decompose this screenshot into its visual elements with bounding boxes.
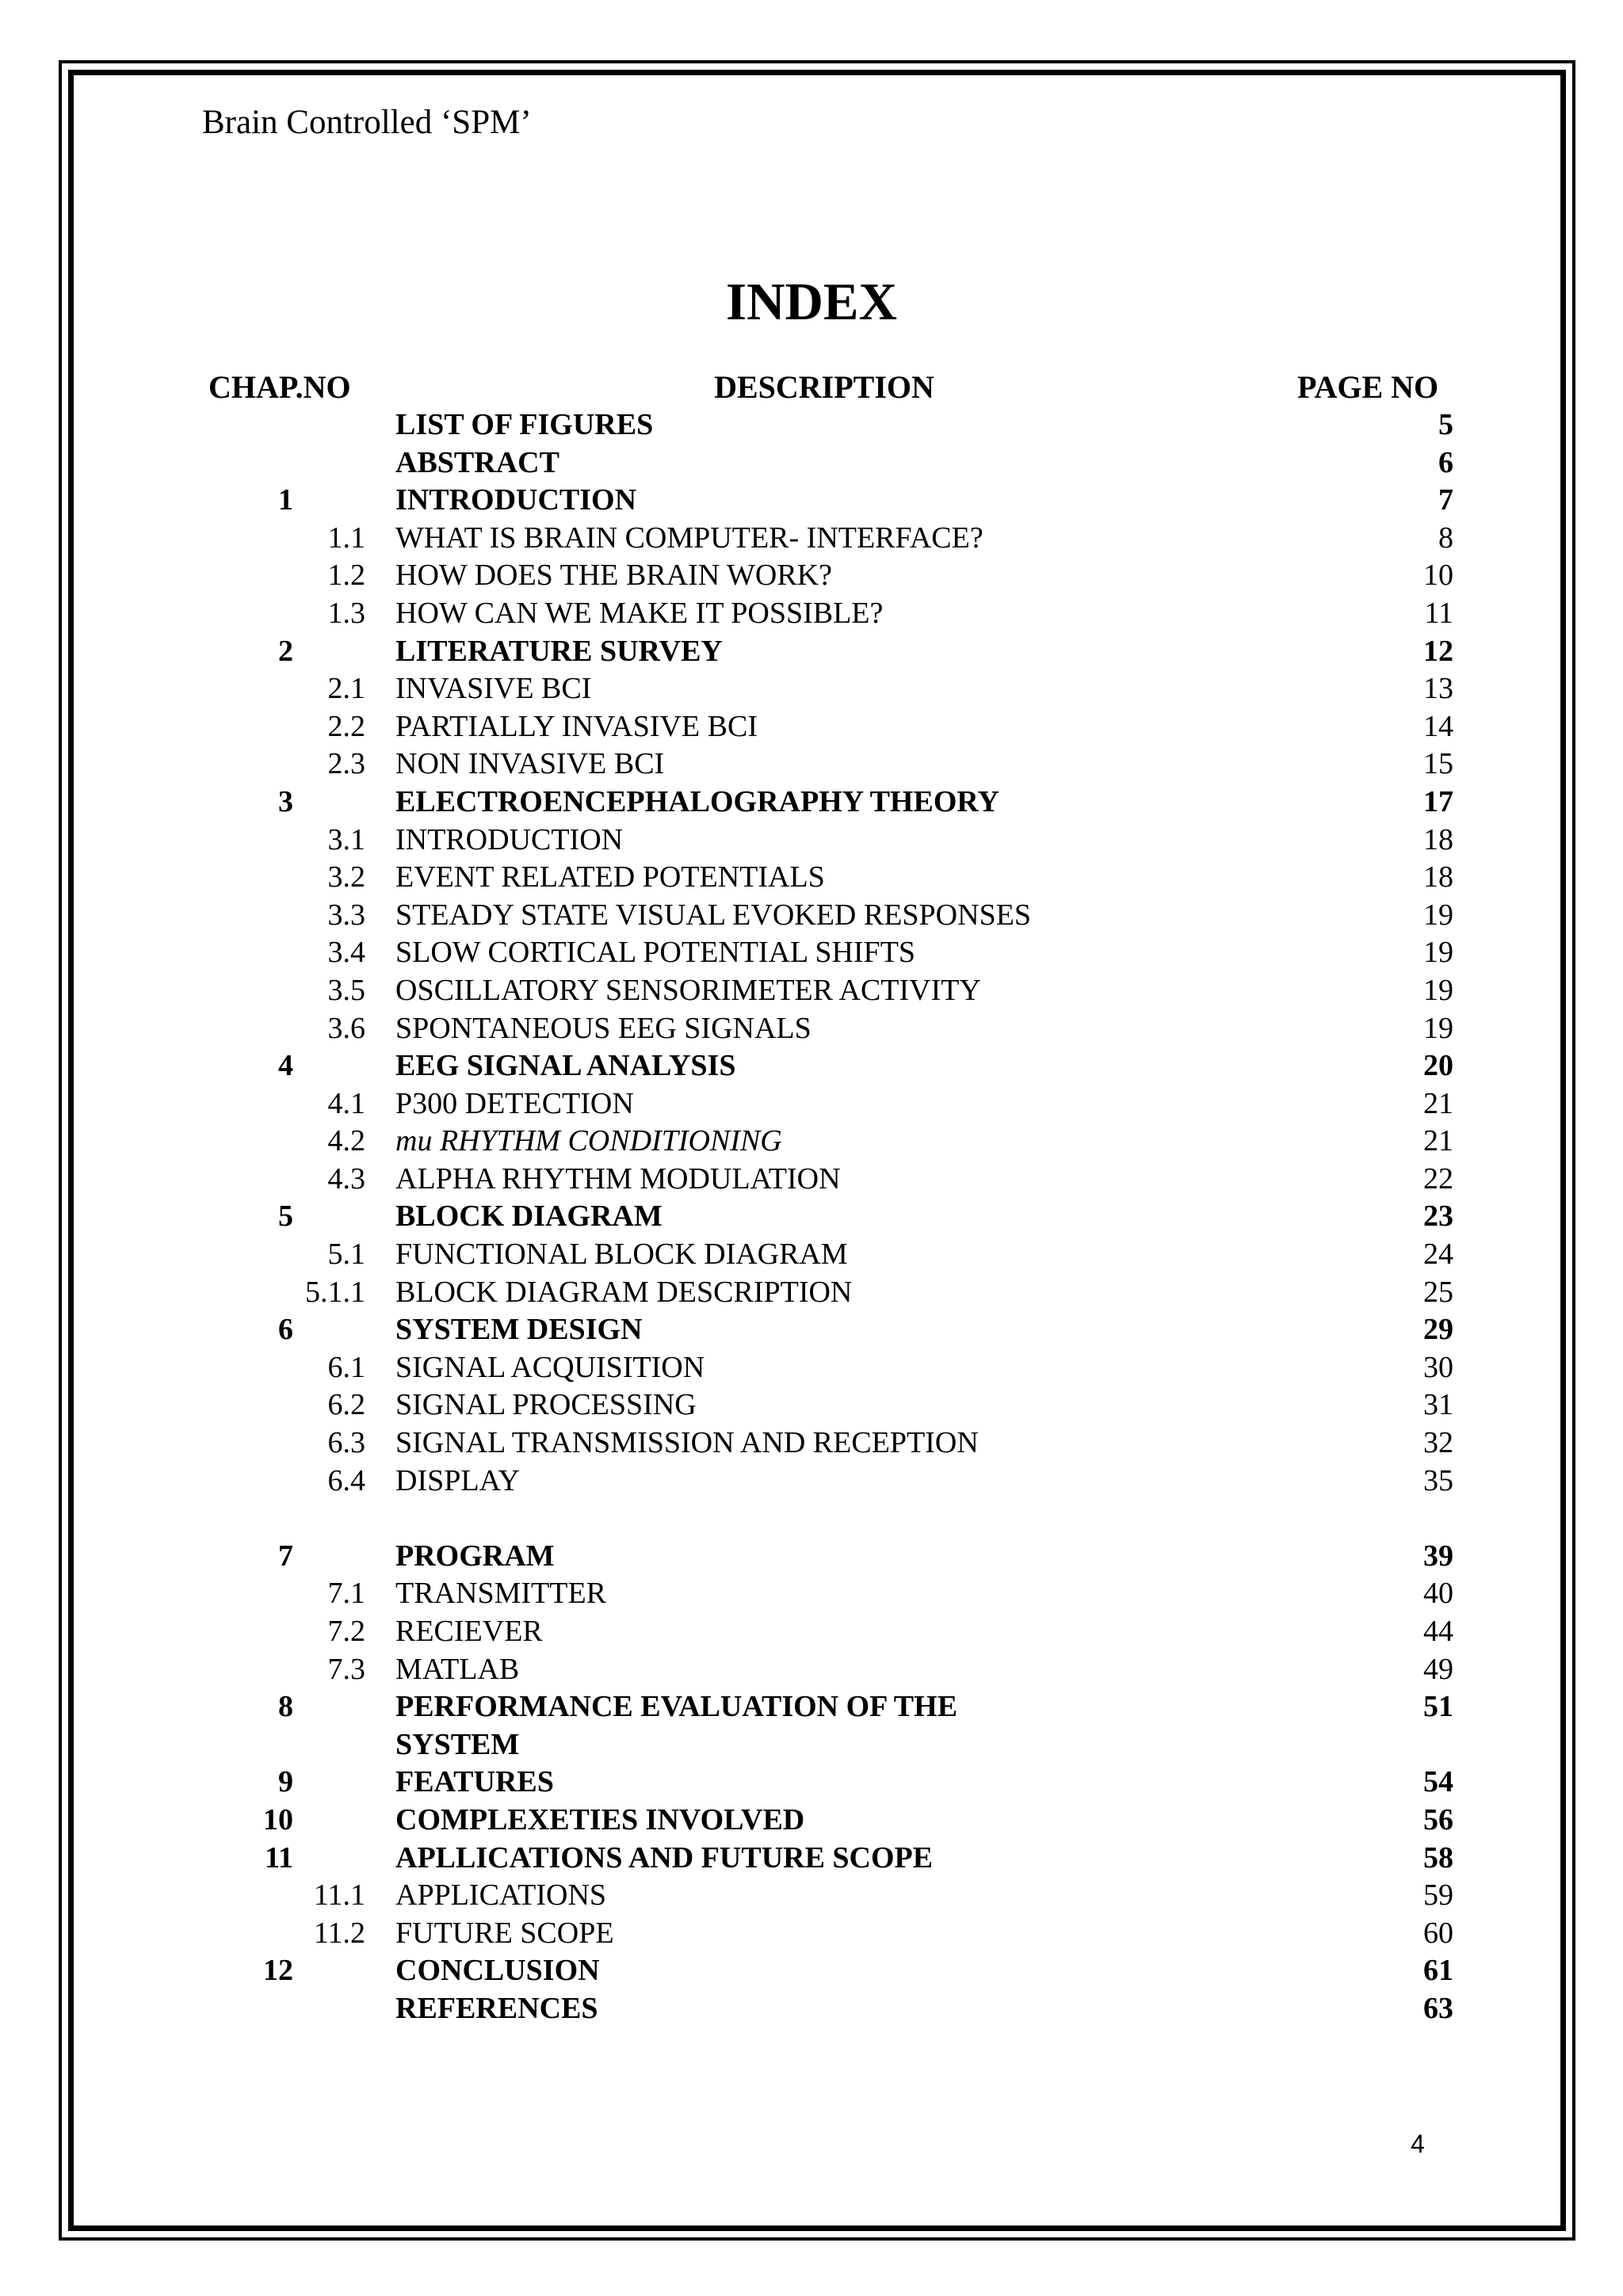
toc-section-row: [0, 1349, 1623, 1387]
toc-page-number: 5: [1438, 408, 1453, 441]
toc-page-number: 58: [1423, 1840, 1453, 1875]
toc-chapter-number: 5: [278, 1199, 293, 1234]
toc-section-row: [0, 897, 1623, 935]
toc-chapter-number: 1.3: [327, 596, 365, 630]
toc-page-number: 30: [1423, 1350, 1453, 1384]
toc-description: FEATURES: [395, 1765, 554, 1799]
toc-chapter-number: 5.1.1: [305, 1275, 365, 1309]
toc-page-number: 19: [1423, 936, 1453, 970]
toc-chapter-row: [0, 1688, 1623, 1764]
toc-section-row: [0, 1463, 1623, 1501]
toc-chapter-number: 4.1: [327, 1086, 365, 1120]
toc-description: FUNCTIONAL BLOCK DIAGRAM: [395, 1238, 848, 1272]
toc-page-number: 18: [1423, 822, 1453, 856]
toc-description: RECIEVER: [395, 1615, 543, 1648]
toc-chapter-number: 3: [278, 784, 293, 818]
running-header: Brain Controlled ‘SPM’: [202, 104, 532, 141]
toc-section-row: [0, 595, 1623, 633]
toc-page-number: 22: [1423, 1161, 1453, 1196]
toc-chapter-row: [0, 1047, 1623, 1085]
toc-description: PARTIALLY INVASIVE BCI: [395, 709, 758, 743]
toc-chapter-number: 2: [278, 634, 293, 668]
toc-chapter-number: 6.2: [327, 1388, 365, 1422]
toc-chapter-number: 7.1: [327, 1577, 365, 1611]
column-header-page: PAGE NO: [1297, 369, 1439, 405]
toc-page-number: 7: [1438, 483, 1453, 517]
toc-description: PERFORMANCE EVALUATION OF THE SYSTEM: [395, 1690, 958, 1761]
toc-description: INTRODUCTION: [395, 483, 637, 517]
toc-chapter-number: 2.2: [327, 709, 365, 743]
toc-section-row: [0, 1236, 1623, 1274]
toc-chapter-row: [0, 406, 1623, 444]
toc-description: PROGRAM: [395, 1539, 555, 1573]
toc-description: APLLICATIONS AND FUTURE SCOPE: [395, 1840, 934, 1875]
page-title: INDEX: [726, 273, 897, 331]
toc-description: ALPHA RHYTHM MODULATION: [395, 1161, 841, 1196]
toc-description: P300 DETECTION: [395, 1086, 634, 1120]
toc-chapter-number: 7: [278, 1539, 293, 1573]
toc-chapter-number: 3.3: [327, 898, 365, 932]
toc-description: WHAT IS BRAIN COMPUTER- INTERFACE?: [395, 521, 983, 555]
toc-section-row: [0, 1651, 1623, 1689]
toc-page-number: 49: [1423, 1652, 1453, 1686]
toc-description: SLOW CORTICAL POTENTIAL SHIFTS: [395, 936, 916, 970]
toc-page-number: 18: [1423, 860, 1453, 894]
toc-chapter-row: [0, 1311, 1623, 1349]
toc-chapter-number: 2.1: [327, 672, 365, 706]
toc-section-row: [0, 1161, 1623, 1199]
toc-page-number: 29: [1423, 1313, 1453, 1347]
toc-chapter-number: 6.4: [327, 1463, 365, 1497]
toc-page-number: 61: [1423, 1954, 1453, 1988]
toc-page-number: 8: [1438, 521, 1453, 555]
toc-chapter-number: 3.2: [327, 860, 365, 894]
toc-description: COMPLEXETIES INVOLVED: [395, 1802, 805, 1836]
toc-page-number: 19: [1423, 1011, 1453, 1045]
toc-page-number: 19: [1423, 898, 1453, 932]
toc-description: EVENT RELATED POTENTIALS: [395, 860, 825, 894]
toc-section-row: [0, 859, 1623, 897]
column-header-description: DESCRIPTION: [714, 369, 934, 405]
toc-chapter-number: 4.2: [327, 1124, 365, 1158]
toc-chapter-number: 11.2: [313, 1916, 365, 1950]
toc-chapter-number: 2.3: [327, 747, 365, 781]
toc-section-row: [0, 1877, 1623, 1915]
toc-chapter-number: 7.3: [327, 1652, 365, 1686]
toc-section-row: [0, 746, 1623, 784]
toc-chapter-row: [0, 444, 1623, 482]
toc-section-row: [0, 934, 1623, 972]
toc-chapter-number: 4: [278, 1049, 293, 1083]
toc-chapter-number: 3.6: [327, 1011, 365, 1045]
toc-section-row: [0, 1386, 1623, 1425]
toc-chapter-row: [0, 633, 1623, 671]
toc-chapter-number: 6.3: [327, 1426, 365, 1460]
toc-page-number: 13: [1423, 672, 1453, 706]
toc-page-number: 6: [1438, 445, 1453, 479]
toc-page-number: 21: [1423, 1124, 1453, 1158]
toc-description: mu RHYTHM CONDITIONING: [395, 1124, 782, 1158]
page-number: 4: [1411, 2130, 1425, 2158]
toc-chapter-row: [0, 1990, 1623, 2028]
toc-chapter-number: 1.1: [327, 521, 365, 555]
toc-page-number: 32: [1423, 1426, 1453, 1460]
toc-section-row: [0, 670, 1623, 708]
toc-section-row: [0, 1613, 1623, 1651]
toc-page-number: 40: [1423, 1577, 1453, 1611]
toc-description: STEADY STATE VISUAL EVOKED RESPONSES: [395, 898, 1032, 932]
toc-chapter-number: 6.1: [327, 1350, 365, 1384]
toc-chapter-row: [0, 1802, 1623, 1840]
toc-chapter-number: 5.1: [327, 1238, 365, 1272]
toc-chapter-number: 9: [278, 1765, 293, 1799]
toc-description: HOW DOES THE BRAIN WORK?: [395, 559, 832, 593]
toc-section-row: [0, 520, 1623, 558]
toc-page-number: 35: [1423, 1463, 1453, 1497]
toc-description: LITERATURE SURVEY: [395, 634, 723, 668]
toc-description: CONCLUSION: [395, 1954, 600, 1988]
toc-chapter-number: 8: [278, 1690, 293, 1724]
toc-page-number: 17: [1423, 784, 1453, 818]
toc-section-row: [0, 972, 1623, 1010]
toc-chapter-number: 3.1: [327, 822, 365, 856]
toc-description: INVASIVE BCI: [395, 672, 592, 706]
toc-section-row: [0, 557, 1623, 595]
toc-chapter-number: 3.4: [327, 936, 365, 970]
toc-description: NON INVASIVE BCI: [395, 747, 665, 781]
toc-section-row: [0, 708, 1623, 746]
toc-chapter-number: 1.2: [327, 559, 365, 593]
toc-chapter-number: 7.2: [327, 1615, 365, 1648]
toc-chapter-number: 11.1: [313, 1878, 365, 1913]
toc-chapter-number: 4.3: [327, 1161, 365, 1196]
toc-page-number: 24: [1423, 1238, 1453, 1272]
table-of-contents: [0, 406, 1623, 2028]
toc-description: INTRODUCTION: [395, 822, 624, 856]
toc-section-row: [0, 1915, 1623, 1953]
toc-chapter-row: [0, 482, 1623, 520]
column-header-chap: CHAP.NO: [208, 369, 351, 405]
toc-description: BLOCK DIAGRAM DESCRIPTION: [395, 1275, 853, 1309]
toc-chapter-row: [0, 1952, 1623, 1990]
toc-page-number: 11: [1424, 596, 1453, 630]
toc-description: OSCILLATORY SENSORIMETER ACTIVITY: [395, 973, 981, 1007]
toc-page-number: 10: [1423, 559, 1453, 593]
toc-description: BLOCK DIAGRAM: [395, 1199, 663, 1234]
toc-page-number: 63: [1423, 1991, 1453, 2025]
toc-page-number: 12: [1423, 634, 1453, 668]
toc-page-number: 51: [1423, 1690, 1453, 1724]
toc-page-number: 15: [1423, 747, 1453, 781]
toc-chapter-number: 12: [263, 1954, 293, 1988]
toc-section-row: [0, 822, 1623, 860]
toc-chapter-row: [0, 1538, 1623, 1576]
toc-chapter-row: [0, 1840, 1623, 1878]
toc-chapter-row: [0, 1198, 1623, 1236]
toc-page-number: 54: [1423, 1765, 1453, 1799]
toc-description: APPLICATIONS: [395, 1878, 607, 1913]
toc-section-row: [0, 1425, 1623, 1463]
toc-chapter-number: 10: [263, 1802, 293, 1836]
toc-description: DISPLAY: [395, 1463, 520, 1497]
toc-section-row: [0, 1123, 1623, 1161]
toc-page-number: 14: [1423, 709, 1453, 743]
toc-chapter-number: 1: [278, 483, 293, 517]
toc-page-number: 20: [1423, 1049, 1453, 1083]
toc-chapter-number: 3.5: [327, 973, 365, 1007]
toc-page-number: 59: [1423, 1878, 1453, 1913]
toc-section-row: [0, 1085, 1623, 1123]
toc-description: SPONTANEOUS EEG SIGNALS: [395, 1011, 812, 1045]
toc-spacer: [0, 1500, 1623, 1538]
toc-description: SIGNAL TRANSMISSION AND RECEPTION: [395, 1426, 979, 1460]
toc-description: SYSTEM DESIGN: [395, 1313, 643, 1347]
toc-chapter-row: [0, 1764, 1623, 1802]
toc-description: HOW CAN WE MAKE IT POSSIBLE?: [395, 596, 884, 630]
toc-description: LIST OF FIGURES: [395, 408, 654, 441]
toc-section-row: [0, 1274, 1623, 1312]
column-headers: [0, 368, 1623, 408]
toc-page-number: 19: [1423, 973, 1453, 1007]
toc-description: SIGNAL PROCESSING: [395, 1388, 697, 1422]
toc-description: EEG SIGNAL ANALYSIS: [395, 1049, 736, 1083]
toc-chapter-row: [0, 784, 1623, 822]
toc-page-number: 21: [1423, 1086, 1453, 1120]
toc-description: FUTURE SCOPE: [395, 1916, 614, 1950]
toc-page-number: 56: [1423, 1802, 1453, 1836]
toc-description: MATLAB: [395, 1652, 520, 1686]
toc-chapter-number: 6: [278, 1313, 293, 1347]
toc-description: SIGNAL ACQUISITION: [395, 1350, 705, 1384]
toc-description: TRANSMITTER: [395, 1577, 606, 1611]
toc-description: REFERENCES: [395, 1991, 598, 2025]
toc-page-number: 39: [1423, 1539, 1453, 1573]
toc-section-row: [0, 1575, 1623, 1613]
toc-page-number: 31: [1423, 1388, 1453, 1422]
toc-section-row: [0, 1010, 1623, 1048]
toc-page-number: 23: [1423, 1199, 1453, 1234]
toc-chapter-number: 11: [265, 1840, 293, 1875]
toc-page-number: 44: [1423, 1615, 1453, 1648]
toc-page-number: 25: [1423, 1275, 1453, 1309]
toc-description: ELECTROENCEPHALOGRAPHY THEORY: [395, 784, 999, 818]
toc-description: ABSTRACT: [395, 445, 559, 479]
toc-page-number: 60: [1423, 1916, 1453, 1950]
